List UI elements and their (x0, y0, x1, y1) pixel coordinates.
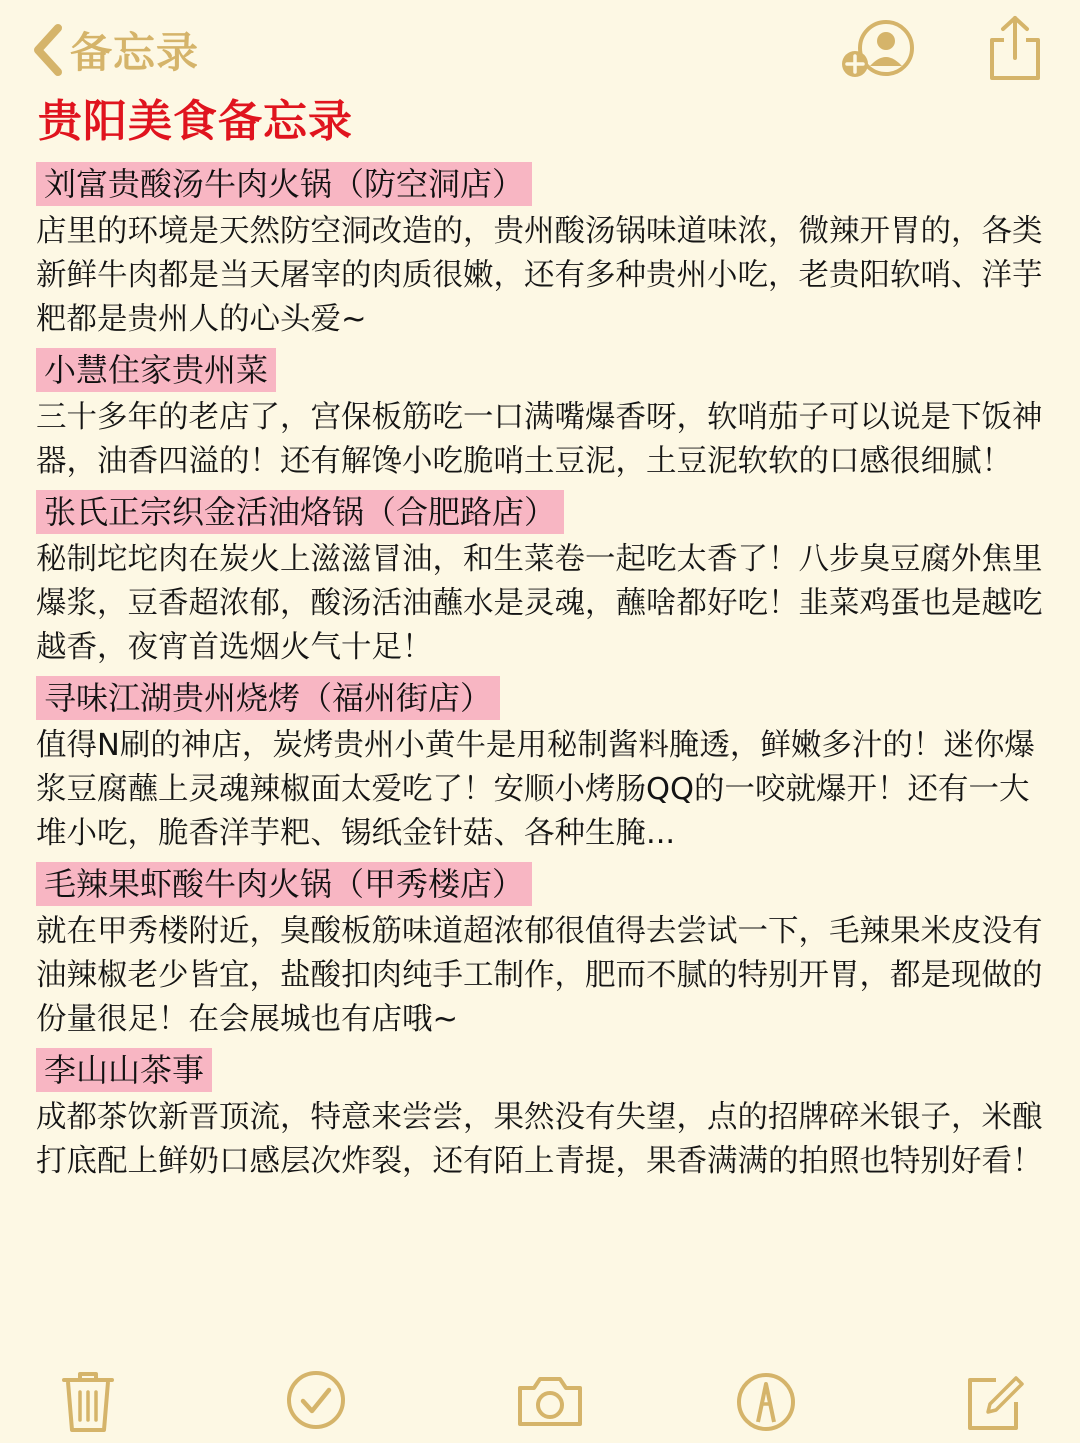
restaurant-entry (36, 676, 1046, 856)
restaurant-name: 寻味江湖贵州烧烤（福州街店） (36, 676, 500, 720)
delete-button[interactable] (58, 1366, 118, 1436)
back-button[interactable] (30, 18, 199, 82)
restaurant-entry (36, 348, 1046, 484)
restaurant-description: 店里的环境是天然防空洞改造的，贵州酸汤锅味道味浓，微辣开胃的，各类新鲜牛肉都是当天屠宰的肉质很嫩，还有多种贵州小吃，老贵阳软哨、洋芋粑都是贵州人的心头爱~ (36, 214, 1043, 337)
checklist-icon (284, 1366, 348, 1436)
restaurant-description: 三十多年的老店了，宫保板筋吃一口满嘴爆香呀，软哨茄子可以说是下饭神器，油香四溢的！还有解馋小吃脆哨土豆泥，土豆泥软软的口感很细腻！ (36, 400, 1043, 479)
restaurant-entry (36, 490, 1046, 670)
markup-pen-icon (734, 1366, 798, 1436)
restaurant-entry (36, 162, 1046, 342)
camera-icon (514, 1366, 586, 1436)
restaurant-description: 值得N刷的神店，炭烤贵州小黄牛是用秘制酱料腌透，鲜嫩多汁的！迷你爆浆豆腐蘸上灵魂辣椒面太爱吃了！安顺小烤肠QQ的一咬就爆开！还有一大堆小吃，脆香洋芋粑、锡纸金针菇、各种生腌... (36, 728, 1035, 851)
share-icon (984, 14, 1046, 84)
note-title: 贵阳美食备忘录 (38, 96, 353, 147)
restaurant-entry (36, 862, 1046, 1042)
checklist-button[interactable] (284, 1366, 348, 1436)
restaurant-name: 李山山茶事 (36, 1048, 212, 1092)
add-person-button[interactable] (836, 14, 916, 84)
bottom-toolbar (0, 1362, 1080, 1443)
restaurant-description: 就在甲秀楼附近，臭酸板筋味道超浓郁很值得去尝试一下，毛辣果米皮没有油辣椒老少皆宜，盐酸扣肉纯手工制作，肥而不腻的特别开胃，都是现做的份量很足！在会展城也有店哦~ (36, 914, 1043, 1037)
compose-icon (962, 1366, 1026, 1436)
note-body[interactable] (36, 162, 1046, 1190)
restaurant-description: 成都茶饮新晋顶流，特意来尝尝，果然没有失望，点的招牌碎米银子，米酿打底配上鲜奶口感层次炸裂，还有陌上青提，果香满满的拍照也特别好看！ (36, 1100, 1043, 1179)
navigation-bar (0, 0, 1080, 100)
chevron-left-icon (30, 22, 64, 78)
restaurant-name: 毛辣果虾酸牛肉火锅（甲秀楼店） (36, 862, 532, 906)
add-person-icon (836, 14, 916, 84)
restaurant-entry (36, 1048, 1046, 1184)
restaurant-name: 张氏正宗织金活油烙锅（合肥路店） (36, 490, 564, 534)
restaurant-description: 秘制坨坨肉在炭火上滋滋冒油，和生菜卷一起吃太香了！八步臭豆腐外焦里爆浆，豆香超浓郁，酸汤活油蘸水是灵魂，蘸啥都好吃！韭菜鸡蛋也是越吃越香，夜宵首选烟火气十足！ (36, 542, 1043, 665)
back-label: 备忘录 (70, 28, 200, 77)
markup-button[interactable] (734, 1366, 798, 1436)
restaurant-name: 小慧住家贵州菜 (36, 348, 276, 392)
compose-button[interactable] (962, 1366, 1026, 1436)
trash-icon (58, 1366, 118, 1436)
camera-button[interactable] (514, 1366, 586, 1436)
share-button[interactable] (984, 14, 1046, 84)
restaurant-name: 刘富贵酸汤牛肉火锅（防空洞店） (36, 162, 532, 206)
